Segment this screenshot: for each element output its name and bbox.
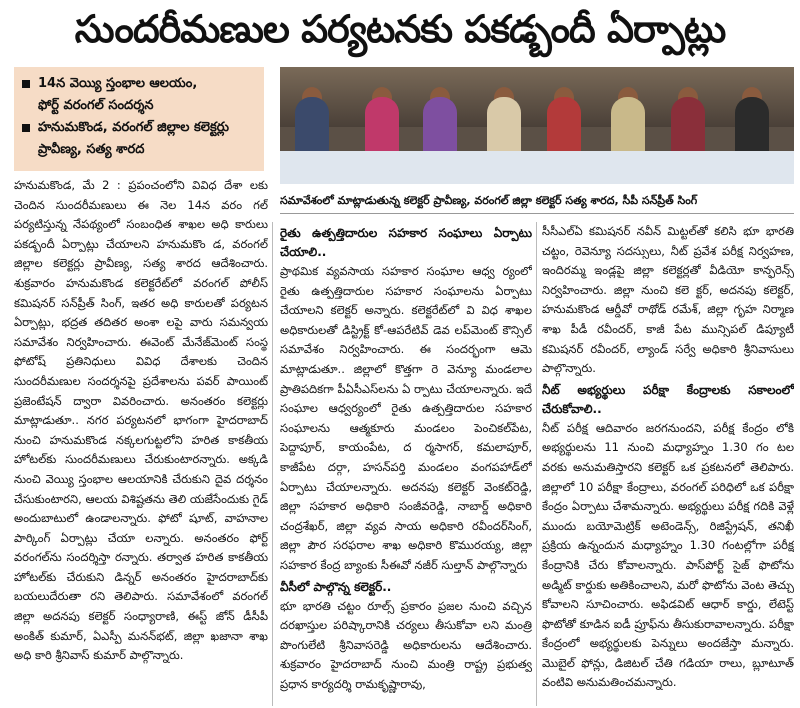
column-divider (536, 222, 537, 706)
person-figure (735, 97, 769, 157)
highlight-text: ఫోర్ట్ వరంగల్ సందర్శన (38, 98, 154, 113)
photo-caption: సమావేశంలో మాట్లాడుతున్న కలెక్టర్ ప్రావీణ్య, వరంగల్ జిల్లా కలెక్టర్ సత్య శారద, సీపీ సన్‌ప్రీత్ సింగ్ (280, 188, 794, 214)
article-column-3 (542, 222, 794, 706)
article-column-2 (280, 222, 532, 706)
meeting-photo (280, 67, 794, 184)
paragraph: హనుమకొండ, మే 2 : ప్రపంచంలోని వివిధ దేశా లకు చెందిన సుందరీమణులు ఈ నెల 14న వరం గల్ పర్యటిస్తున్న నేపథ్యంలో సంబంధిత శాఖల అధి కారులు పకడ్బందీ ఏర్పాట్లు చేయాలని హనుమకొం డ, వరంగల్ జిల్లాల కలెక్టర్లు ప్రావీణ్య, సత్య శారద ఆదేశించారు. శుక్రవారం హనుమకొండ కలెక్టరేట్‌లో వరంగల్ పోలీస్ కమిషనర్ సన్‌ప్రీత్ సింగ్, ఇతర అధి కారులతో పర్యటన ఏర్పాట్లు, భద్రత తదితర అంశా లపై వారు సమన్వయ సమావేశం నిర్వహించారు. ఈవెంట్ మేనేజ్‌మెంట్ సంస్థ ఫోటోష్ ప్రతినిధులు వివిధ దేశాలకు చెందిన సుందరీమణుల సందర్శనపై ప్రదేశాలను పవర్ పాయింట్ ప్రజెంటేషన్ ద్వారా వివరించారు. అనంతరం కలెక్టర్లు మాట్లాడుతూ.. నగర పర్యటనలో భాగంగా హైదరాబాద్ నుంచి హనుమకొండ నక్కలగుట్టలోని హరిత కాకతీయ హోటల్‌కు సుందరీమణులు చేరుకుంటారన్నారు. అక్కడి నుంచి వెయ్యి స్తంభాల ఆలయానికి చేరుకుని దైవ దర్శనం చేసుకుంటారని, ఆలయ విశిష్టతను తెలి యజేసేందుకు గైడ్ అందుబాటులో ఉండాలన్నారు. ఫోటో షూట్, వాహనాల పార్కింగ్ ఏర్పాట్లు చేయా లన్నారు. అనంతరం ఫోర్ట్ వరంగల్‌ను సందర్శిస్తా రన్నారు. తర్వాత హరిత కాకతీయ హోటల్‌కు చేరుకుని డిన్నర్ అనంతరం హైదరాబాద్‌కు బయలుదేరుతా రని తెలిపారు. సమావేశంలో వరంగల్ జిల్లా అదనపు కలెక్టర్ సంధ్యారాణి, ఈస్ట్ జోన్ డీసీపీ అంకిత్ కుమార్, ఏఎస్పీ మనన్‌భట్, జిల్లా ఖజానా శాఖ అధి కారి శ్రీనివాస్ కుమార్ పాల్గొన్నారు. (14, 178, 268, 663)
person-figure (547, 97, 581, 157)
person-figure (671, 97, 705, 157)
highlight-text: ప్రావీణ్య, సత్య శారద (38, 142, 145, 157)
headline: సుందరీమణుల పర్యటనకు పకడ్బందీ ఏర్పాట్లు (74, 7, 726, 51)
highlight-item (22, 73, 256, 95)
paragraph: నీట్ పరీక్ష ఆదివారం జరగనుందని, పరీక్ష కేంద్రం లోకి అభ్యర్థులను 11 నుంచి మధ్యాహ్నం 1.30 గం టల వరకు అనుమతిస్తారని కలెక్టర్ ఒక ప్రకటనలో తెలిపారు. జిల్లాలో 10 పరీక్షా కేంద్రాలు, వరంగల్ పరిధిలో ఒక పరీక్షా కేంద్రం ఏర్పాటు చేశామన్నారు. అభ్యర్థులు పరీక్ష గదికి వెళ్లే ముందు బయోమెట్రిక్ అటెండెన్స్, రిజిస్ట్రేషన్, తనిఖీ ప్రక్రియ ఉన్నందున మధ్యాహ్నం 1.30 గంటల్లోగా పరీక్ష కేంద్రానికి చేరు కోవాలన్నారు. పాస్‌పోర్ట్ సైజ్ ఫొటోను అడ్మిట్ కార్డుకు అతికించాలని, మరో ఫొటోను వెంట తెచ్చు కోవాలని సూచించారు. అఫిడవిట్ ఆధార్ కార్డు, లేటెస్ట్ ఫొటోతో కూడిన ఐడీ ప్రూఫ్‌ను తీసుకురావాలన్నారు. పరీక్షా కేంద్రంలో అభ్యర్థులకు పెన్నులు అందజేస్తా మన్నారు. మొబైల్ ఫోన్లు, డిజిటల్ చేతి గడియా రాలు, బ్లూటూత్ వంటివి అనుమతించమన్నారు. (542, 420, 794, 690)
highlight-item (22, 95, 256, 117)
highlight-item (22, 117, 256, 139)
column-divider (272, 222, 273, 706)
person-figure (611, 97, 645, 157)
highlight-text: 14న వెయ్యి స్తంభాల ఆలయం, (38, 76, 198, 91)
subheading: రైతు ఉత్పత్తిదారుల సహకార సంఘాలు ఏర్పాటు చేయాలి.. (280, 226, 532, 259)
article-column-1 (14, 176, 268, 706)
person-figure (423, 97, 457, 157)
highlight-item (22, 139, 256, 161)
person-figure (295, 97, 329, 157)
subheading: నీట్ అభ్యర్థులు పరీక్షా కేంద్రాలకు సకాలంలో చేరుకోవాలి.. (542, 382, 794, 416)
person-figure (365, 97, 399, 157)
paragraph: ప్రాథమిక వ్యవసాయ సహకార సంఘాల ఆధ్వ ర్యంలో రైతు ఉత్పత్తిదారుల సహకార సంఘాలను ఏర్పాటు చేయాలని కలెక్టర్ అన్నారు. కలెక్టరేట్‌లో వి విధ శాఖల అధికారులతో డిస్ట్రిక్ట్ కో-ఆపరేటివ్ డెవ లప్‌మెంట్ కౌన్సిల్ సమావేశం నిర్వహించారు. ఈ సందర్భంగా ఆమె మాట్లాడుతూ.. జిల్లాలో కొత్తగా రె వెన్యూ మండలాల ప్రాతిపదికగా పీఏసీఎస్‌లను ఏ ర్పాటు చేయాలన్నారు. ఇదే సంఘాల ఆధ్వర్యంలో రైతు ఉత్పత్తిదారుల సహకార సంఘాలను ఆత్మకూరు మండలం పెంచికల్‌పేట, పెద్దాపూర్, కాయంపేట, ద ర్మసాగర్, కమలాపూర్, కాజీపేట దర్గా, హసన్‌పర్తి మండలం వంగపహాడ్‌లో ఏర్పాటు చేయాలన్నారు. అదనపు కలెక్టర్ వెంకట్‌రెడ్డి, జిల్లా సహకార అధికారి సంజీవరెడ్డి, నాబార్డ్ అధికారి చంద్రశేఖర్, జిల్లా వ్యవ సాయ అధికారి రవీందర్‌సింగ్, జిల్లా పౌర సరఫరాల శాఖ అధికారి కొమురయ్య, జిల్లా సహకార కేంద్ర బ్యాంకు సీఈవో నజీర్ సుల్తాన్ పాల్గొన్నారు (280, 264, 532, 572)
bullet-icon (22, 124, 30, 132)
paragraph: సీసీఎల్ఏ కమిషనర్ నవీన్ మిట్టల్‌తో కలిసి భూ భారతి చట్టం, రెవెన్యూ సదస్సులు, నీట్ ప్రవేశ పరీక్ష నిర్వహణ, ఇందిరమ్మ ఇండ్లపై జిల్లా కలెక్టర్లతో వీడియో కాన్ఫరెన్స్ నిర్వహించారు. జిల్లా నుంచి కలె క్టర్, అదనపు కలెక్టర్, హనుమకొండ ఆర్డీవో రాథోడ్ రమేశ్, జిల్లా గృహ నిర్మాణ శాఖ పీడీ రవీందర్, కాజీ పేట మున్సిపల్ డిప్యూటీ కమిషనర్ రవీందర్, ల్యాండ్ సర్వే అధికారి శ్రీనివాసులు పాల్గొన్నారు. (542, 224, 794, 376)
highlight-text: హనుమకొండ, వరంగల్ జిల్లాల కలెక్టర్లు (38, 120, 229, 135)
highlights-box (14, 67, 264, 171)
paragraph: భూ భారతి చట్టం రూల్స్ ప్రకారం ప్రజల నుంచి వచ్చిన దరఖాస్తుల పరిష్కారానికి చర్యలు తీసుకోవా లని మంత్రి పొంగులేటి శ్రీనివాసరెడ్డి అధికారులను ఆదేశించారు. శుక్రవారం హైదరాబాద్ నుంచి మంత్రి రాష్ట్ర ప్రభుత్వ ప్రధాన కార్యదర్శి రామకృష్ణారావు, (280, 598, 532, 691)
subheading: వీసీలో పాల్గొన్న కలెక్టర్.. (280, 579, 392, 594)
bullet-icon (22, 80, 30, 88)
photo-wall (280, 67, 794, 127)
photo-table (280, 151, 794, 184)
person-figure (487, 97, 521, 157)
